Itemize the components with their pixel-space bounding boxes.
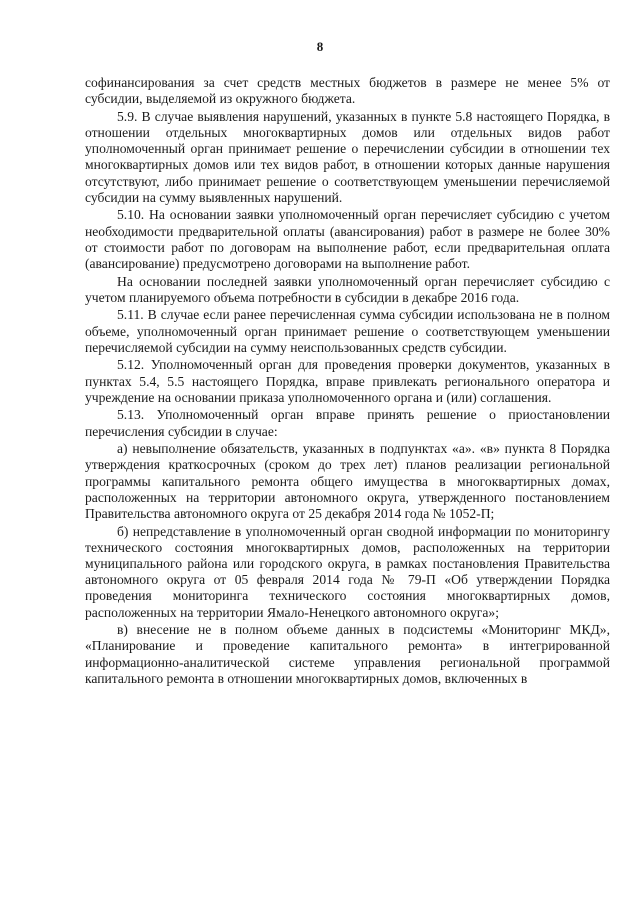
paragraph-5-12: 5.12. Уполномоченный орган для проведения проверки документов, указанных в пунктах 5.4, 5.5 настоящего Порядка, вправе привлекать регионального оператора и учреждение на основании приказа уполномоченного органа и (или) соглашения. [85,357,610,405]
paragraph-5-11: 5.11. В случае если ранее перечисленная сумма субсидии использована не в полном объеме, уполномоченный орган принимает решение о соответствующем уменьшении перечисляемой субсидии на сумму неиспользованных средств субсидии. [85,307,610,355]
paragraph-5-9: 5.9. В случае выявления нарушений, указанных в пункте 5.8 настоящего Порядка, в отношении отдельных многоквартирных домов или отдельных видов работ уполномоченный орган принимает решение о перечислении субсидии в отношении тех многоквартирных домов или тех видов работ, в отношении которых данные нарушения отсутствуют, либо принимает решение о соответствующем уменьшении перечисляемой субсидии на сумму выявленных нарушений. [85,108,610,205]
paragraph-5-13-v: в) внесение не в полном объеме данных в подсистемы «Мониторинг МКД», «Планирование и проведение капитального ремонта» в интегрированной информационно-аналитической системе управления региональной программой капитального ремонта в отношении многоквартирных домов, включенных в [85,622,610,686]
paragraph-continuation: софинансирования за счет средств местных бюджетов в размере не менее 5% от субсидии, выделяемой из окружного бюджета. [85,75,610,107]
document-body [85,75,610,688]
paragraph-5-10-last-request: На основании последней заявки уполномоченный орган перечисляет субсидию с учетом планируемого объема потребности в субсидии в декабре 2016 года. [85,273,610,305]
paragraph-5-10: 5.10. На основании заявки уполномоченный орган перечисляет субсидию с учетом необходимости предварительной оплаты (авансирования) работ в размере не более 30% от стоимости работ по договорам на выполнение работ, если предварительная оплата (авансирование) предусмотрено договорами на выполнение работ. [85,207,610,272]
page-number: 8 [316,39,324,54]
paragraph-5-13: 5.13. Уполномоченный орган вправе принять решение о приостановлении перечисления субсидии в случае: [85,407,610,439]
paragraph-5-13-b: б) непредставление в уполномоченный орган сводной информации по мониторингу технического состояния многоквартирных домов, расположенных на территории муниципального района или городского округа, в рамках постановления Правительства автономного округа от 05 февраля 2014 года № 79-П «Об утверждении Порядка проведения мониторинга технического состояния многоквартирных домов, расположенных на территории Ямало-Ненецкого автономного округа»; [85,523,610,620]
paragraph-5-13-a: а) невыполнение обязательств, указанных в подпунктах «а». «в» пункта 8 Порядка утверждения краткосрочных (сроком до трех лет) планов реализации региональной программы капитального ремонта общего имущества в многоквартирных домах, расположенных на территории автономного округа, утвержденного постановлением Правительства автономного округа от 25 декабря 2014 года № 1052-П; [85,441,610,522]
